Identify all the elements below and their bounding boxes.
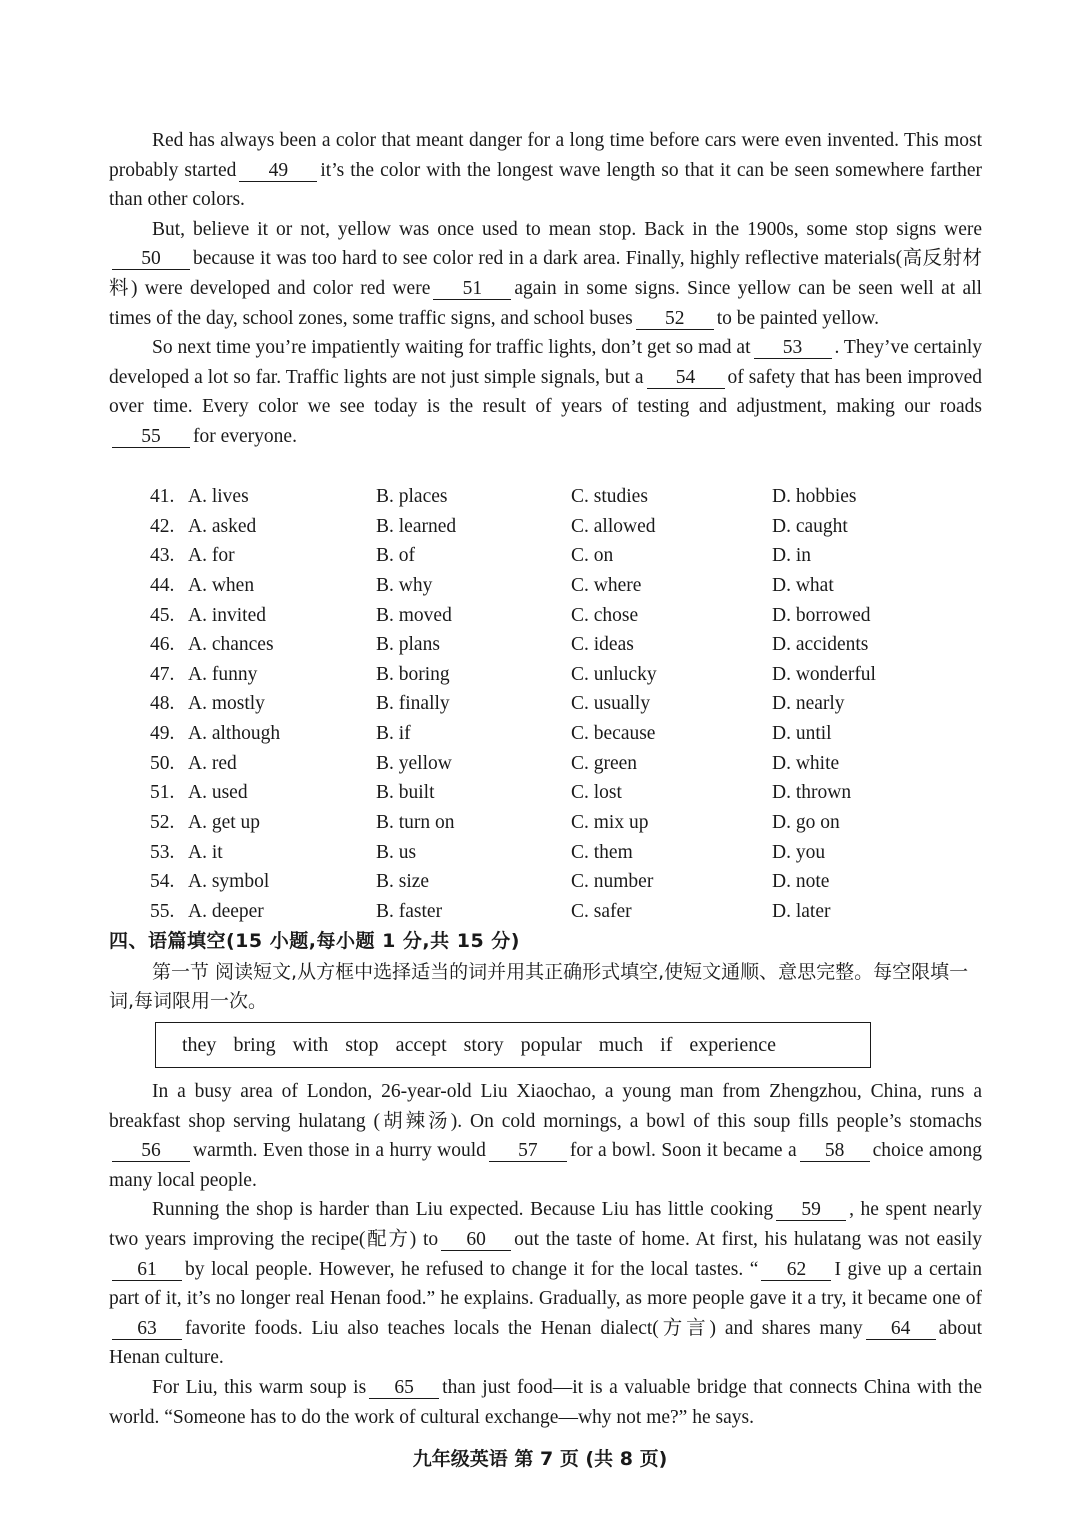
word-option: if — [660, 1033, 673, 1056]
option-d: D. note — [772, 871, 830, 893]
section-instruction: 第一节 阅读短文,从方框中选择适当的词并用其正确形式填空,使短文通顺、意思完整。每空限填一词,每词限用一次。 — [109, 961, 969, 1012]
option-row — [150, 630, 990, 660]
word-option: popular — [520, 1033, 582, 1056]
word-option: they — [182, 1033, 217, 1056]
paragraph-6 — [109, 1373, 982, 1432]
text: Running the shop is harder than Liu expected. Because Liu has little cooking — [152, 1199, 774, 1221]
option-b: B. size — [376, 871, 430, 893]
option-a: A. symbol — [188, 871, 270, 893]
word-option: accept — [395, 1033, 447, 1056]
option-b: B. why — [376, 574, 433, 596]
blank-52: 52 — [636, 308, 714, 330]
option-b: B. plans — [376, 634, 440, 656]
option-a: A. chances — [188, 634, 274, 656]
question-number: 52. — [150, 812, 175, 834]
option-d: D. what — [772, 574, 834, 596]
option-b: B. learned — [376, 515, 457, 537]
option-d: D. caught — [772, 515, 848, 537]
fill-in-passage — [109, 1077, 982, 1432]
option-b: B. faster — [376, 900, 443, 922]
word-option: with — [292, 1033, 329, 1056]
option-a: A. when — [188, 574, 255, 596]
blank-64: 64 — [866, 1318, 936, 1340]
option-b: B. boring — [376, 663, 450, 685]
blank-61: 61 — [112, 1259, 182, 1281]
text: it’s the color with the longest wave length so that it can be seen somewhere farther than other colors. — [109, 159, 982, 211]
option-d: D. hobbies — [772, 486, 857, 507]
option-c: C. allowed — [571, 515, 656, 537]
option-row — [150, 571, 990, 601]
paragraph-1 — [109, 126, 982, 215]
text: But, believe it or not, yellow was once used to mean stop. Back in the 1900s, some stop signs were — [152, 218, 982, 240]
option-row — [150, 897, 990, 927]
option-a: A. for — [188, 545, 235, 567]
blank-55: 55 — [112, 426, 190, 448]
option-a: A. invited — [188, 604, 266, 626]
option-d: D. thrown — [772, 782, 852, 804]
option-d: D. in — [772, 545, 811, 567]
text: . They’ve certainly developed a lot so far. Traffic lights are not just simple signals, but a — [109, 337, 983, 388]
option-row — [150, 749, 990, 779]
option-a: A. deeper — [188, 900, 264, 922]
option-c: C. unlucky — [571, 663, 657, 685]
word-option: much — [598, 1033, 644, 1056]
option-b: B. us — [376, 841, 417, 863]
blank-56: 56 — [112, 1140, 190, 1162]
text: again in some signs. Since yellow can be seen well at all times of the day, school zones, some traffic signs, and school buses — [109, 277, 982, 329]
option-row — [150, 512, 990, 542]
option-d: D. accidents — [772, 634, 869, 656]
option-b: B. if — [376, 723, 411, 745]
option-c: C. green — [571, 752, 638, 774]
text: to be painted yellow. — [716, 307, 879, 329]
option-c: C. them — [571, 841, 633, 863]
question-number: 50. — [150, 752, 175, 774]
option-c: C. studies — [571, 486, 648, 507]
word-option: story — [463, 1033, 504, 1056]
text: In a busy area of London, 26-year-old Liu Xiaochao, a young man from Zhengzhou, China, runs a breakfast shop serving hulatang (胡辣汤). On cold mornings, a bowl of this soup fills people’s stomachs — [109, 1081, 982, 1132]
text: , he spent nearly two years improving the recipe(配方) to — [109, 1199, 982, 1250]
option-d: D. borrowed — [772, 604, 871, 626]
option-row — [150, 541, 990, 571]
option-a: A. lives — [188, 486, 249, 507]
option-c: C. safer — [571, 900, 632, 922]
text: So next time you’re impatiently waiting for traffic lights, don’t get so mad at — [152, 337, 751, 359]
text: For Liu, this warm soup is — [152, 1376, 367, 1398]
option-d: D. until — [772, 723, 832, 745]
option-d: D. go on — [772, 812, 840, 834]
word-option: experience — [689, 1033, 776, 1056]
option-b: B. of — [376, 545, 415, 567]
option-c: C. because — [571, 723, 656, 745]
blank-54: 54 — [647, 367, 725, 389]
blank-53: 53 — [754, 337, 832, 359]
option-c: C. lost — [571, 782, 622, 804]
blank-58: 58 — [800, 1140, 870, 1162]
option-a: A. although — [188, 723, 281, 745]
option-a: A. used — [188, 782, 248, 804]
option-c: C. number — [571, 871, 654, 893]
option-d: D. wonderful — [772, 663, 876, 685]
option-c: C. on — [571, 545, 614, 567]
option-a: A. get up — [188, 812, 261, 834]
question-number: 42. — [150, 515, 175, 537]
paragraph-4 — [109, 1077, 982, 1195]
blank-49: 49 — [239, 160, 317, 182]
blank-62: 62 — [761, 1259, 831, 1281]
question-number: 41. — [150, 486, 175, 507]
blank-65: 65 — [369, 1377, 439, 1399]
paragraph-5 — [109, 1195, 982, 1373]
option-d: D. nearly — [772, 693, 845, 715]
blank-59: 59 — [776, 1199, 846, 1221]
word-option: bring — [233, 1033, 276, 1056]
option-c: C. ideas — [571, 634, 634, 656]
option-b: B. moved — [376, 604, 452, 626]
text: choice among many local people. — [109, 1140, 982, 1191]
text: than just food—it is a valuable bridge that connects China with the world. “Someone has to do the work of cultural exchange—why not me?” he says. — [109, 1376, 982, 1428]
text: Red has always been a color that meant danger for a long time before cars were even invented. This most probably started — [109, 130, 982, 181]
paragraph-3 — [109, 333, 982, 451]
word-option: stop — [345, 1033, 379, 1056]
option-b: B. places — [376, 486, 448, 507]
blank-50: 50 — [112, 248, 190, 270]
blank-57: 57 — [489, 1140, 567, 1162]
option-row — [150, 601, 990, 631]
blank-51: 51 — [433, 278, 511, 300]
option-d: D. later — [772, 900, 831, 922]
text: because it was too hard to see color red in a dark area. Finally, highly reflective materials(高反射材料) were developed and color red were — [109, 248, 982, 299]
paragraph-2 — [109, 215, 982, 333]
option-row — [150, 719, 990, 749]
option-a: A. it — [188, 841, 223, 863]
question-number: 46. — [150, 634, 175, 656]
option-c: C. usually — [571, 693, 651, 715]
option-row — [150, 808, 990, 838]
question-number: 55. — [150, 900, 175, 922]
option-row — [150, 482, 990, 512]
option-a: A. red — [188, 752, 237, 774]
option-d: D. you — [772, 841, 826, 863]
question-number: 51. — [150, 782, 175, 804]
question-number: 53. — [150, 841, 175, 863]
question-number: 54. — [150, 871, 175, 893]
blank-60: 60 — [441, 1229, 511, 1251]
option-c: C. where — [571, 574, 642, 596]
text: for everyone. — [193, 425, 297, 447]
option-row — [150, 778, 990, 808]
option-row — [150, 660, 990, 690]
options-list — [150, 482, 990, 927]
option-row — [150, 689, 990, 719]
option-a: A. mostly — [188, 693, 265, 715]
question-number: 47. — [150, 663, 175, 685]
option-b: B. built — [376, 782, 435, 804]
option-row — [150, 838, 990, 868]
text: I give up a certain part of it, it’s no longer real Henan food.” he explains. Gradually, as more people gave it a try, it became one of — [109, 1258, 982, 1310]
option-b: B. turn on — [376, 812, 455, 834]
option-c: C. chose — [571, 604, 639, 626]
text: by local people. However, he refused to change it for the local tastes. “ — [185, 1258, 759, 1280]
option-a: A. asked — [188, 515, 257, 537]
text: about Henan culture. — [109, 1317, 982, 1369]
question-number: 48. — [150, 693, 175, 715]
option-c: C. mix up — [571, 812, 649, 834]
question-number: 43. — [150, 545, 175, 567]
text: warmth. Even those in a hurry would — [193, 1140, 486, 1162]
question-number: 45. — [150, 604, 175, 626]
cloze-passage — [109, 126, 982, 452]
option-b: B. finally — [376, 693, 450, 715]
option-d: D. white — [772, 752, 840, 774]
option-b: B. yellow — [376, 752, 452, 774]
text: of safety that has been improved over time. Every color we see today is the result of years of testing and adjustment, making our roads — [109, 366, 982, 418]
question-number: 44. — [150, 574, 175, 596]
option-row — [150, 867, 990, 897]
text: for a bowl. Soon it became a — [569, 1140, 797, 1162]
option-a: A. funny — [188, 663, 258, 685]
page-footer: 九年级英语 第 7 页 (共 8 页) — [412, 1448, 668, 1470]
text: favorite foods. Liu also teaches locals the Henan dialect(方言) and shares many — [185, 1317, 863, 1339]
section-title: 四、语篇填空(15 小题,每小题 1 分,共 15 分) — [109, 930, 520, 952]
blank-63: 63 — [112, 1318, 182, 1340]
question-number: 49. — [150, 723, 175, 745]
text: out the taste of home. At first, his hulatang was not easily — [514, 1228, 982, 1250]
word-box — [155, 1022, 871, 1068]
